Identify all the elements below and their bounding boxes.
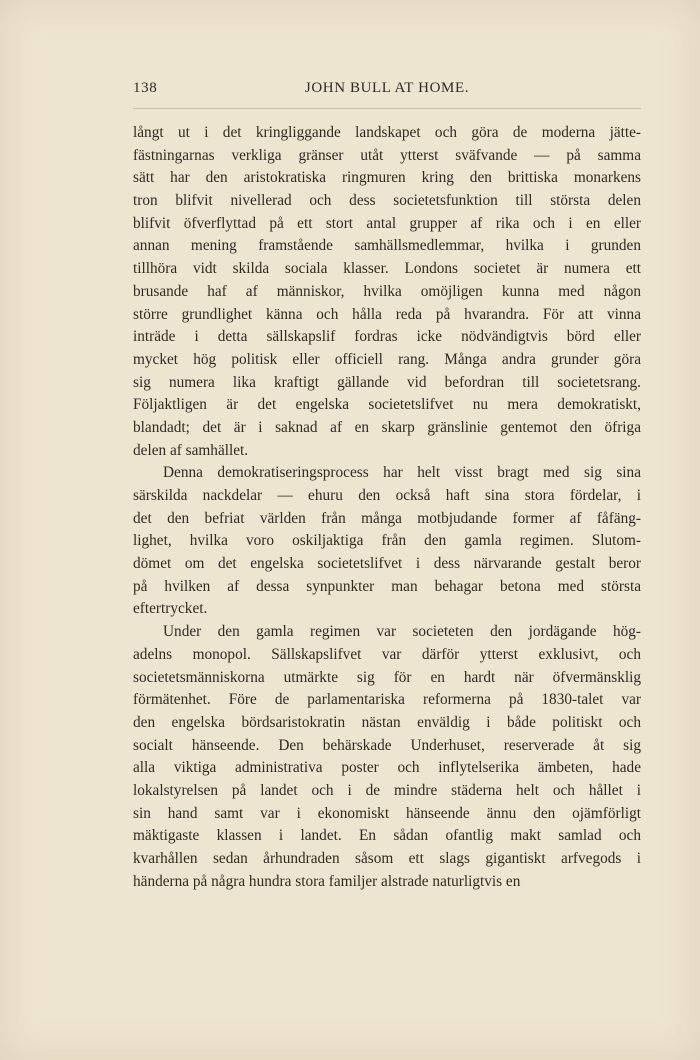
text-line: lokalstyrelsen på landet och i de mindre städerna helt och hållet i xyxy=(133,781,641,799)
text-line: brusande haf af människor, hvilka omöjligen kunna med någon xyxy=(133,282,641,300)
text-line: inträde i detta sällskapslif fordras icke nödvändigtvis börd eller xyxy=(133,328,641,346)
text-line: lighet, hvilka voro oskiljaktiga från den gamla regimen. Slutom- xyxy=(133,532,641,550)
text-line: sätt har den aristokratiska ringmuren kring den brittiska monarkens xyxy=(133,169,641,187)
text-line: kvarhållen sedan århundraden såsom ett slags gigantiskt arfvegods i xyxy=(133,850,641,867)
running-head xyxy=(133,80,641,104)
text-line: långt ut i det kringliggande landskapet och göra de moderna jätte- xyxy=(133,124,641,141)
paragraph xyxy=(133,122,641,462)
text-line: större grundlighet känna och hålla reda på hvarandra. För att vinna xyxy=(133,305,641,323)
text-line: eftertrycket. xyxy=(133,600,208,618)
body-text xyxy=(133,122,641,893)
text-line: blandadt; det är i saknad af en skarp gränslinie gentemot den öfriga xyxy=(133,418,641,436)
text-line: mycket hög politisk eller officiell rang. Många andra grunder göra xyxy=(133,350,641,368)
running-title: JOHN BULL AT HOME. xyxy=(304,80,470,96)
text-line: annan mening framstående samhällsmedlemmar, hvilka i grunden xyxy=(133,237,641,255)
text-line: Följaktligen är det engelska societetslifvet nu mera demokratiskt, xyxy=(133,396,641,414)
text-line: händerna på några hundra stora familjer alstrade naturligtvis en xyxy=(133,872,521,890)
text-line: Denna demokratiseringsprocess har helt visst bragt med sig sina xyxy=(163,464,641,482)
paragraph xyxy=(133,621,641,893)
text-line: mäktigaste klassen i landet. En sådan ofantlig makt samlad och xyxy=(133,827,641,845)
text-line: tron blifvit nivellerad och dess societetsfunktion till största delen xyxy=(133,192,641,210)
text-line: sig numera lika kraftigt gällande vid befordran till societetsrang. xyxy=(133,373,641,391)
text-line: den engelska bördsaristokratin nästan enväldig i både politiskt och xyxy=(133,713,641,731)
header-rule xyxy=(133,108,641,109)
text-line: fästningarnas verkliga gränser utåt ytterst sväfvande — på samma xyxy=(133,146,641,164)
text-line: socialt hänseende. Den behärskade Underhuset, reserverade åt sig xyxy=(133,736,641,754)
text-line: alla viktiga administrativa poster och inflytelserika ämbeten, hade xyxy=(133,759,641,777)
page-number: 138 xyxy=(133,80,158,96)
text-line: det den befriat världen från många motbjudande former af fåfäng- xyxy=(133,509,641,527)
text-line: sin hand samt var i ekonomiskt hänseende ännu den ojämförligt xyxy=(133,804,641,822)
text-line: särskilda nackdelar — ehuru den också haft sina stora fördelar, i xyxy=(133,487,641,504)
text-line: delen af samhället. xyxy=(133,441,249,459)
text-line: förmätenhet. Före de parlamentariska reformerna på 1830-talet var xyxy=(133,691,641,709)
text-line: societetsmänniskorna utmärkte sig för en hardt när öfvermänsklig xyxy=(133,668,641,686)
text-line: på hvilken af dessa synpunkter man behagar betona med största xyxy=(133,577,641,595)
text-line: dömet om det engelska societetslifvet i dess närvarande gestalt beror xyxy=(133,555,641,573)
text-line: Under den gamla regimen var societeten den jordägande hög- xyxy=(163,623,641,641)
paragraph xyxy=(133,462,641,621)
text-line: blifvit öfverflyttad på ett stort antal grupper af rika och i en eller xyxy=(133,214,641,232)
text-line: adelns monopol. Sällskapslifvet var därför ytterst exklusivt, och xyxy=(133,645,641,663)
text-line: tillhöra vidt skilda sociala klasser. Londons societet är numera ett xyxy=(133,260,641,278)
